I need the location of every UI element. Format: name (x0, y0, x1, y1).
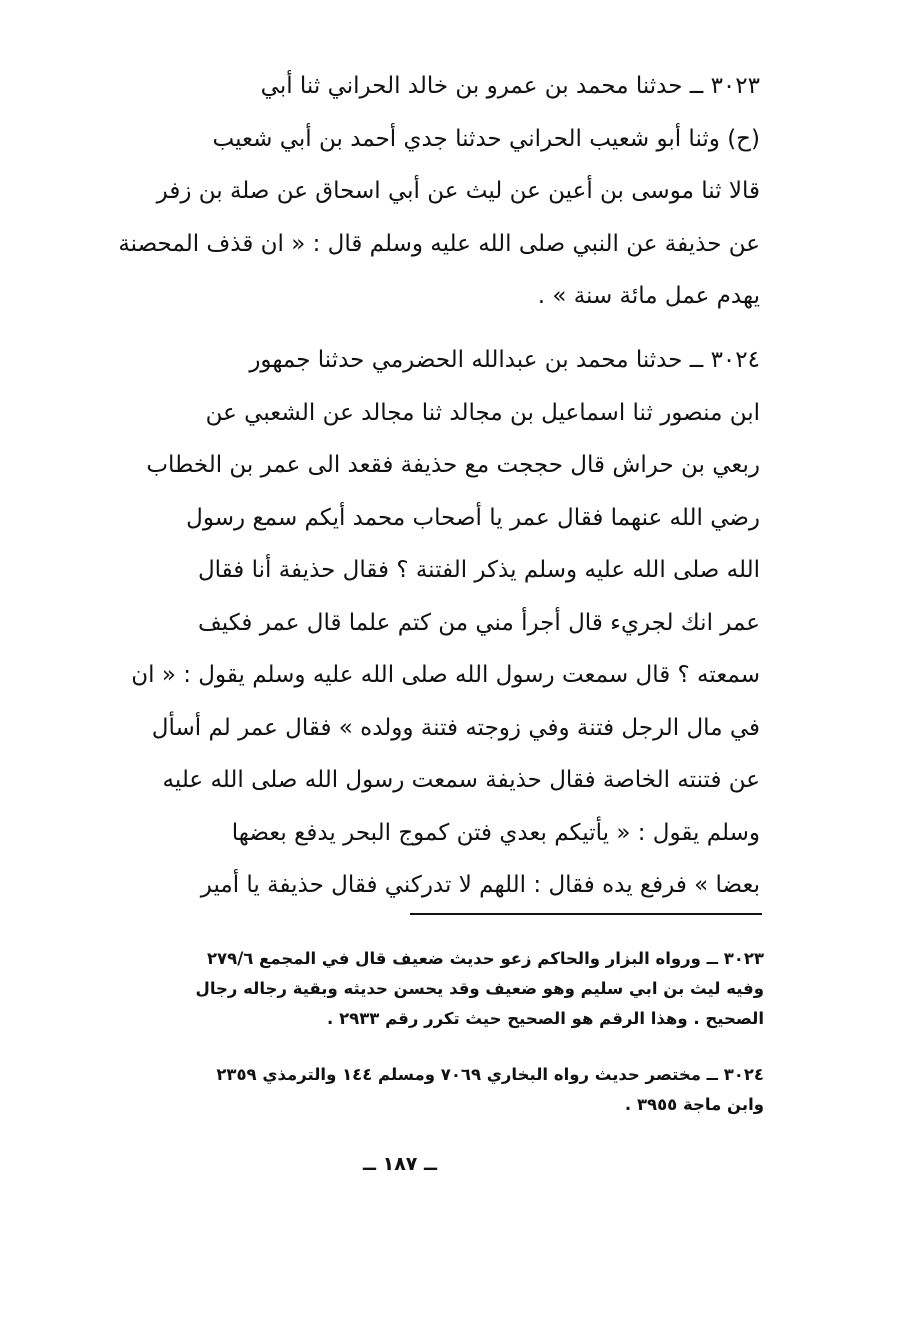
text-line: سمعته ؟ قال سمعت رسول الله صلى الله عليه وسلم يقول : « ان (131, 662, 760, 688)
footnote-divider (410, 913, 762, 915)
text-line: (ح) وثنا أبو شعيب الحراني حدثنا جدي أحمد بن أبي شعيب (212, 125, 760, 152)
text-line: وسلم يقول : « يأتيكم بعدي فتن كموج البحر يدفع بعضها (231, 819, 760, 846)
text-line: عن حذيفة عن النبي صلى الله عليه وسلم قال : « ان قذف المحصنة (118, 230, 760, 257)
text-line: ٣٠٢٣ ــ حدثنا محمد بن عمرو بن خالد الحراني ثنا أبي (260, 73, 760, 99)
page-number: ــ ١٨٧ ــ (362, 1153, 437, 1175)
footnote-line: وابن ماجة ٣٩٥٥ . (624, 1095, 764, 1114)
footnote-line: ٣٠٢٣ ــ ورواه البزار والحاكم زعو حديث ضعيف قال في المجمع ٢٧٩/٦ (206, 949, 764, 968)
text-line: ٣٠٢٤ ــ حدثنا محمد بن عبدالله الحضرمي حدثنا جمهور (249, 347, 760, 373)
footnote-3023 (50, 944, 764, 1034)
text-line: قالا ثنا موسى بن أعين عن ليث عن أبي اسحاق عن صلة بن زفر (156, 178, 760, 204)
text-line: عن فتنته الخاصة فقال حذيفة سمعت رسول الله صلى الله عليه (162, 767, 760, 793)
footnote-line: وفيه ليث بن ابي سليم وهو ضعيف وقد يحسن حديثه وبقية رجاله رجال (195, 979, 764, 998)
text-line: الله صلى الله عليه وسلم يذكر الفتنة ؟ فقال حذيفة أنا فقال (197, 557, 760, 583)
text-line: عمر انك لجريء قال أجرأ مني من كتم علما قال عمر فكيف (197, 609, 760, 636)
text-line: ربعي بن حراش قال حججت مع حذيفة فقعد الى عمر بن الخطاب (146, 452, 760, 478)
hadith-3024 (46, 334, 760, 912)
text-line: في مال الرجل فتنة وفي زوجته فتنة وولده » فقال عمر لم أسأل (151, 714, 760, 741)
footnote-line: ٣٠٢٤ ــ مختصر حديث رواه البخاري ٧٠٦٩ ومسلم ١٤٤ والترمذي ٢٣٥٩ (216, 1065, 764, 1084)
text-line: يهدم عمل مائة سنة » . (537, 283, 760, 309)
footnote-line: الصحيح . وهذا الرقم هو الصحيح حيث تكرر رقم ٢٩٣٣ . (327, 1009, 764, 1028)
footnote-3024 (50, 1060, 764, 1120)
text-line: بعضا » فرفع يده فقال : اللهم لا تدركني فقال حذيفة يا أمير (200, 872, 760, 898)
hadith-3023 (46, 60, 760, 323)
text-line: ابن منصور ثنا اسماعيل بن مجالد ثنا مجالد عن الشعبي عن (205, 399, 760, 426)
text-line: رضي الله عنهما فقال عمر يا أصحاب محمد أيكم سمع رسول (186, 504, 760, 531)
